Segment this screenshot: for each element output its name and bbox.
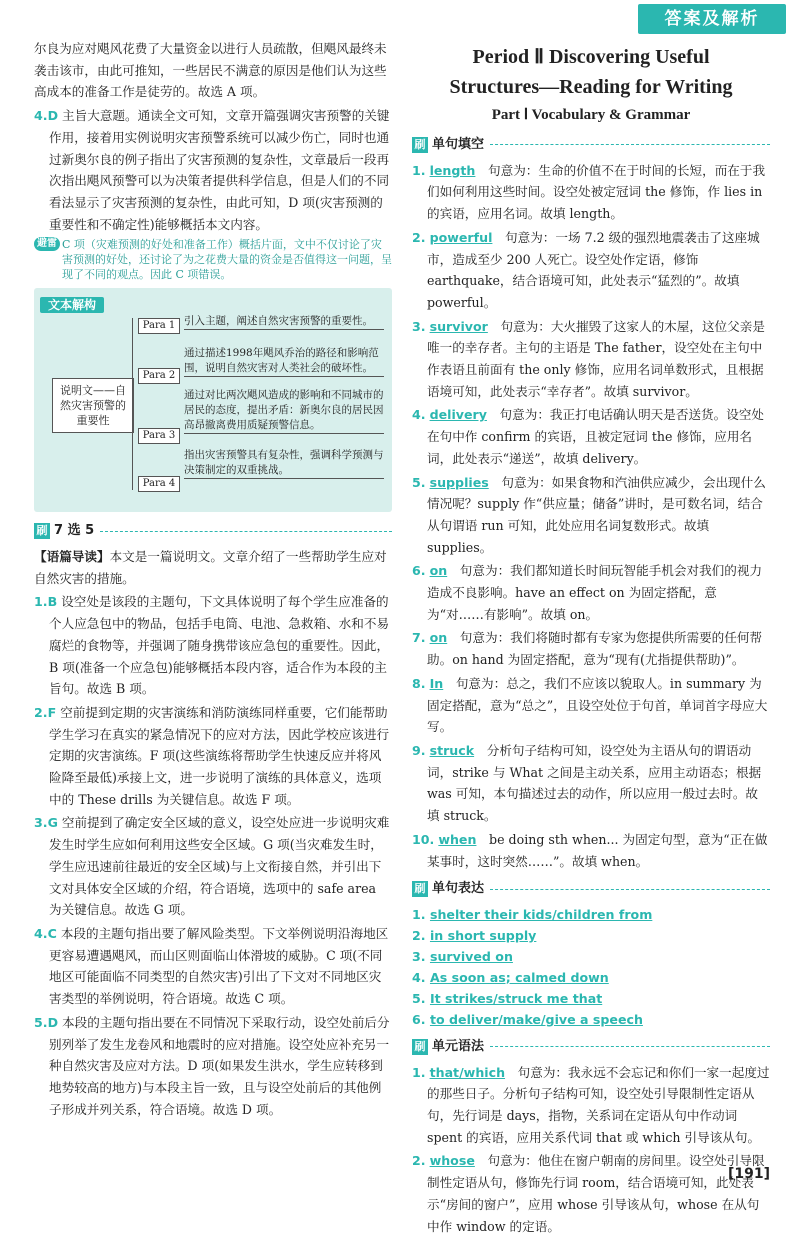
structure-title: 文本解构: [40, 297, 104, 313]
para-label-2: Para 2: [138, 368, 180, 384]
fill-8: 8. In 句意为：总之，我们不应该以貌取人。in summary 为固定搭配，意为“总之”，且设空处位于句首，单词首字母应大写。: [412, 675, 768, 735]
answer-2: 2.F 空前提到定期的灾害演练和消防演练同样重要，它们能帮助学生学习在真实的紧急情况下的应对方法，因此学校应该进行定期的灾害演练。F 项(这些演练将帮助学生快速反应并将风险降至最低)承接上文，进一步说明了演练的具体意义，选项中的 These drills 为关键信息。故选 F 项。: [34, 704, 390, 807]
structure-root: 说明文——自然灾害预警的重要性: [52, 378, 134, 433]
reading-guide: 【语篇导读】本文是一篇说明文。文章介绍了一些帮助学生应对自然灾害的措施。: [34, 549, 387, 586]
part-title: Part Ⅰ Vocabulary & Grammar: [491, 107, 691, 123]
section-expression: 刷 单句表达: [412, 878, 770, 900]
para-label-1: Para 1: [138, 318, 180, 334]
para-label-4: Para 4: [138, 476, 180, 492]
expression-2: 2. in short supply: [412, 927, 537, 943]
section-7-5: 刷 7 选 5: [34, 520, 392, 542]
answer-header: 答案及解析: [638, 4, 786, 34]
fill-7: 7. on 句意为：我们将随时都有专家为您提供所需要的任何帮助。on hand 为固定搭配，意为“现有(尤指提供帮助)”。: [412, 630, 763, 668]
expression-6: 6. to deliver/make/give a speech: [412, 1011, 643, 1027]
text-structure-diagram: [34, 288, 392, 512]
brush-icon: 刷: [412, 1039, 428, 1055]
fill-6: 6. on 句意为：我们都知道长时间玩智能手机会对我们的视力造成不良影响。have an effect on 为固定搭配，意为“对……有影响”。故填 on。: [412, 563, 763, 622]
fill-1: 1. length 句意为：生命的价值不在于时间的长短，而在于我们如何利用这些时间。设空处被定冠词 the 修饰，作 lies in 的宾语，应用名词。故填 length。: [412, 162, 766, 222]
para-desc-4: 指出灾害预警具有复杂性，强调科学预测与决策制定的双重挑战。: [184, 448, 384, 479]
fill-9: 9. struck 分析句子结构可知，设空处为主语从句的谓语动词，strike 与 What 之间是主动关系，应用主动语态；根据 was 可知，本句描述过去的动作，所以应用一般过去时。故填 struck。: [412, 742, 762, 824]
fill-3: 3. survivor 句意为：大火摧毁了这家人的木屋，这位父亲是唯一的幸存者。主句的主语是 The father，设空处在主句中作表语且前面有 the only 修饰，应用名词单数形式，且根据语境可知，此处表示“幸存者”。故填 survivor。: [412, 318, 765, 399]
answer-3: 3.G 空前提到了确定安全区域的意义，设空处应进一步说明灾难发生时学生应如何利用这些安全区域。G 项(当灾难发生时，学生应迅速前往最近的安全区域)与上文衔接自然，并引出下文对具体安全区域的介绍，符合语境，选项中的 safe area 为关键信息。故选 G 项。: [34, 815, 390, 918]
expression-4: 4. As soon as; calmed down: [412, 969, 609, 985]
expression-5: 5. It strikes/struck me that: [412, 990, 603, 1006]
fill-4: 4. delivery 句意为：我正打电话确认明天是否送货。设空处在句中作 confirm 的宾语，且被定冠词 the 修饰，应用名词，此处表示“递送”，故填 delivery。: [412, 407, 765, 466]
period-title-line2: Structures—Reading for Writing: [449, 76, 733, 98]
tip-note: 避雷 C 项（灾难预测的好处和准备工作）概括片面，文中不仅讨论了灾害预测的好处，还讨论了为之花费大量的资金是否值得这一问题，呈现了不同的观点。因此 C 项错误。: [34, 237, 392, 282]
section-grammar: 刷 单元语法: [412, 1036, 770, 1058]
para-desc-2: 通过描述1998年飓风乔治的路径和影响范围，说明自然灾害对人类社会的破坏性。: [184, 346, 384, 377]
connector-line: [132, 318, 133, 490]
period-title-line1: Period Ⅱ Discovering Useful: [472, 46, 710, 68]
answer-1: 1.B 设空处是该段的主题句，下文具体说明了每个学生应准备的个人应急包中的物品，包括手电筒、电池、急救箱、水和不易腐烂的食物等，并强调了随身携带该应急包的重要性。因此，B 项(准备一个应急包)能够概括本段内容，适合作为本段的主旨句。故选 B 项。: [34, 594, 390, 697]
intro-paragraph: 尔良为应对飓风花费了大量资金以进行人员疏散，但飓风最终未袭击该市，由此可推知，一些居民不满意的原因是他们认为这些高成本的准备工作是徒劳的。故选 A 项。: [34, 41, 387, 100]
expression-3: 3. survived on: [412, 948, 513, 964]
para-desc-1: 引入主题，阐述自然灾害预警的重要性。: [184, 314, 384, 330]
brush-icon: 刷: [412, 137, 428, 153]
fill-5: 5. supplies 句意为：如果食物和汽油供应减少，会出现什么情况呢？supply 作“供应量；储备”讲时，是可数名词，结合从句谓语 run 可知，此处应用名词复数形式。故填 supplies。: [412, 474, 766, 555]
grammar-1: 1. that/which 句意为：我永远不会忘记和你们一家一起度过的那些日子。分析句子结构可知，设空处引导限制性定语从句，先行词是 days，指物，关系词在定语从句中作动词 spent 的宾语，应用关系代词 that 或 which 引导该从句。: [412, 1064, 770, 1145]
brush-icon: 刷: [34, 523, 50, 539]
left-column: [34, 38, 392, 1122]
para-desc-3: 通过对比两次飓风造成的影响和不同城市的居民的态度，提出矛盾：新奥尔良的居民因高昂撤离费用质疑预警信息。: [184, 388, 384, 434]
grammar-2: 2. whose 句意为：他住在窗户朝南的房间里。设空处引导限制性定语从句，修饰先行词 room，结合语境可知，此处表示“房间的窗户”，应用 whose 引导该从句，whose 在从句中作 window 的定语。: [412, 1153, 765, 1234]
fill-2: 2. powerful 句意为：一场 7.2 级的强烈地震袭击了这座城市，造成至少 200 人死亡。设空处作定语，修饰 earthquake，结合语境可知，此处表示“猛烈的”。故填 powerful。: [412, 229, 760, 310]
page-number: [191]: [727, 1166, 770, 1182]
question-4: 4.D 主旨大意题。通读全文可知，文章开篇强调灾害预警的关键作用，接着用实例说明灾害预警系统可以减少伤亡，同时也通过新奥尔良的例子指出了灾害预测的复杂性，文章最后一段再次指出飓风预警可以为决策者提供科学信息，但是人们的不同看法显示了灾害预测的复杂性，由此可知，D 项(灾害预测的重要性和不确定性)能够概括本文内容。: [34, 108, 390, 232]
tip-badge: 避雷: [34, 237, 60, 251]
answer-5: 5.D 本段的主题句指出要在不同情况下采取行动，设空处前后分别列举了发生龙卷风和地震时的应对措施。设空处应补充另一种自然灾害及应对方法。D 项(如果发生洪水，学生应转移到地势较高的地方)与本段主旨一致，且与设空处前后的其他例子形成并列关系，符合语境。故选 D 项。: [34, 1014, 390, 1117]
answer-4: 4.C 本段的主题句指出要了解风险类型。下文举例说明沿海地区更容易遭遇飓风，而山区则面临山体滑坡的威胁。C 项(不同地区可能面临不同类型的自然灾害)引出了下文对不同地区灾害类型的举例说明，符合语境。故选 C 项。: [34, 925, 389, 1007]
right-column: [412, 42, 770, 1239]
section-fill-blank: 刷 单句填空: [412, 134, 770, 156]
fill-10: 10. when be doing sth when... 为固定句型，意为“正在做某事时，这时突然……”。故填 when。: [412, 831, 768, 869]
brush-icon: 刷: [412, 881, 428, 897]
expression-1: 1. shelter their kids/children from: [412, 906, 653, 922]
para-label-3: Para 3: [138, 428, 180, 444]
